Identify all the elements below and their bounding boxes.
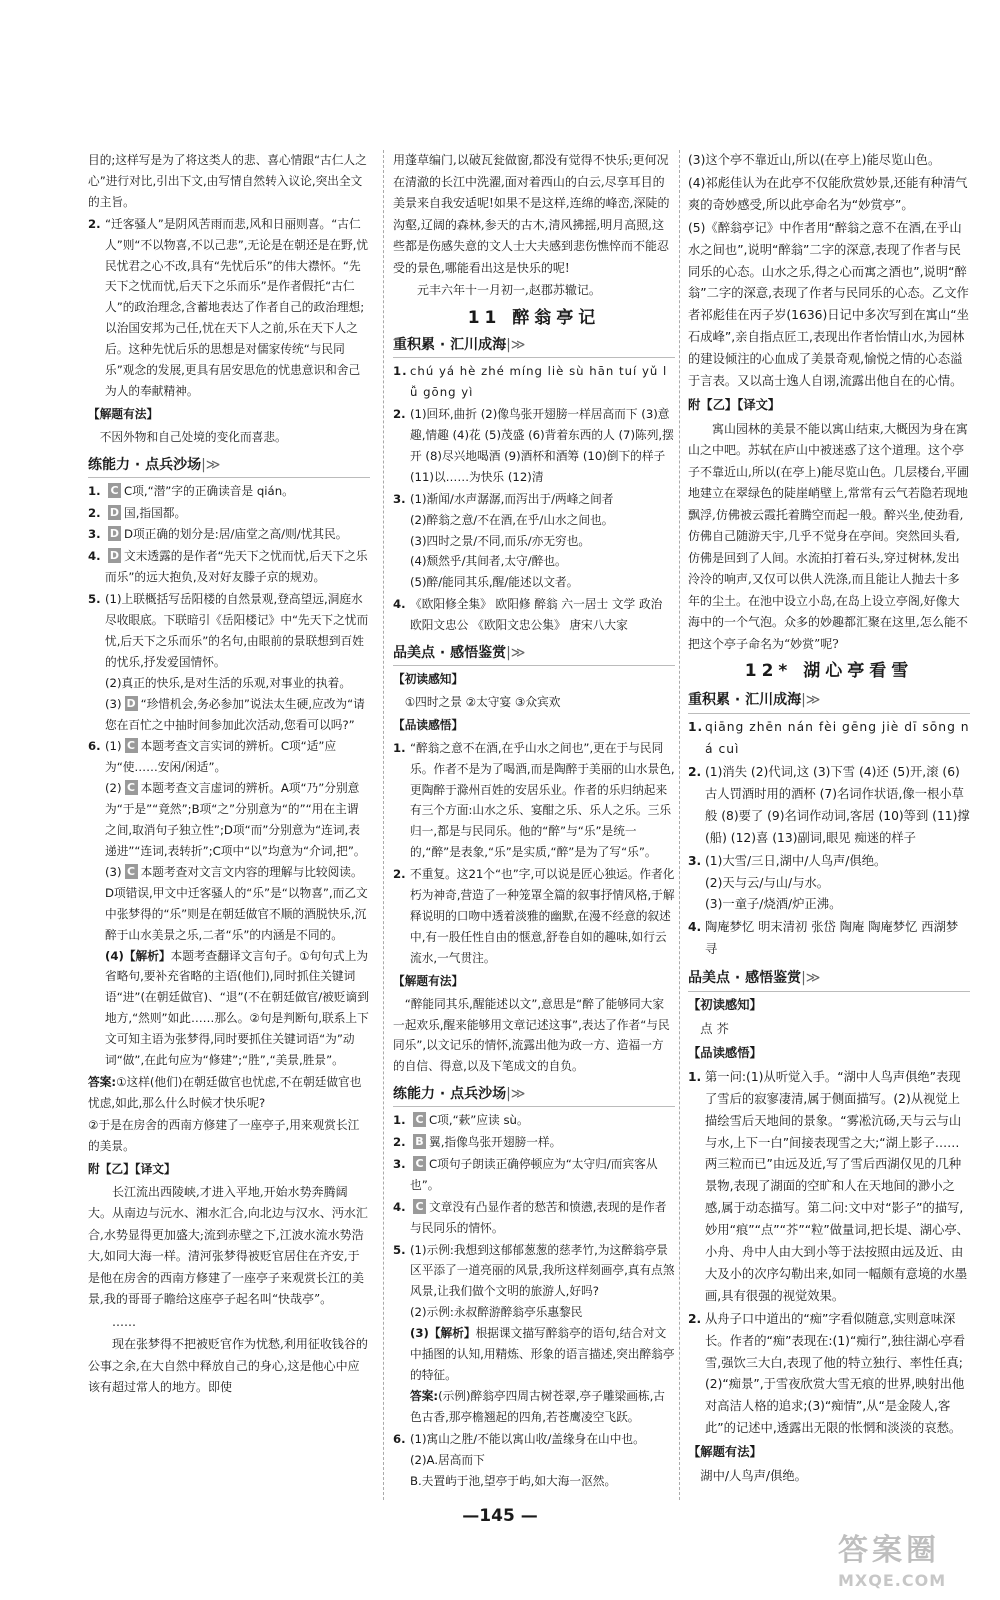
tip-text: 湖中/人鸟声/俱绝。 bbox=[700, 1469, 807, 1484]
translation-signature: 元丰六年十一月初一,赵郡苏辙记。 bbox=[417, 283, 601, 297]
answer-badge: C bbox=[413, 1156, 426, 1171]
column-middle bbox=[393, 150, 675, 1492]
tip-label: 【解题有法】 bbox=[88, 406, 159, 421]
chapter-title: 11 醉翁亭记 bbox=[467, 307, 601, 328]
answer-item: 1. 第一问:(1)从听觉入手。“湖中人鸟声俱绝”表现了雪后的寂寥凄清,属于侧面描写。(2)从视觉上描绘雪后天地间的景象。“雾凇沆砀,天与云与山与水,上下一白”间接表现雪之大;“湖上影子……两三粒而已”由远及近,写了雪后西湖仅见的几种景物,表现了湖面的空旷和人在天地间的渺小之感,属于动态描写。第二问:文中对“影子”的描写,妙用“痕”“点”“芥”“粒”做量词,把长堤、湖心亭、小舟、舟中人由大到小等于法按照由远及近、由大及小的次序勾勒出来,如同一幅颇有意境的水墨画,具有很强的视觉效果。 bbox=[688, 1069, 969, 1303]
reading-label: 【品读感悟】 bbox=[393, 717, 464, 732]
reading-label: 【品读感悟】 bbox=[688, 1045, 762, 1060]
tip-text: “醉能同其乐,醒能述以文”,意思是“醉了能够同大家一起欢乐,醒来能够用文章记述这事”,表达了作者“与民同乐”,以文记乐的情怀,流露出他为政一方、造福一方的自信、得意,以及下笔成文的自负。 bbox=[393, 996, 670, 1074]
answer-item: 2. 从舟子口中道出的“痴”字看似随意,实则意味深长。作者的“痴”表现在:(1)“痴行”,独往湖心亭看雪,强饮三大白,表现了他的特立独行、率性任真;(2)“痴景”,于雪夜欣赏大雪无痕的世界,映射出他对高洁人格的追求;(3)“痴情”,从“是金陵人,客此”的记述中,透露出无限的怅惘和淡淡的哀愁。 bbox=[688, 1311, 966, 1436]
translation-label: 附【乙】【译文】 bbox=[88, 1161, 176, 1176]
column-divider bbox=[383, 150, 384, 1500]
answer-item: 4. 《欧阳修全集》 欧阳修 醉翁 六一居士 文学 政治 欧阳文忠公 《欧阳文忠公集》 唐宋八大家 bbox=[393, 597, 663, 633]
answer-badge: C bbox=[125, 738, 138, 753]
page-number: —145 — bbox=[462, 1506, 538, 1526]
column-right bbox=[688, 150, 970, 1489]
translation-text: 现在张梦得不把被贬官作为忧愁,利用征收钱谷的公事之余,在大自然中释放自己的身心,这是他心中应该有超过常人的地方。即使 bbox=[88, 1337, 368, 1394]
section-header-practice: 练能力 · 点兵沙场|≫ bbox=[393, 1084, 675, 1107]
answer-text: ②于是在房舍的西南方修建了一座亭子,用来观赏长江的美景。 bbox=[88, 1117, 360, 1153]
watermark-url: MXQE.COM bbox=[838, 1571, 947, 1590]
answer-text: (5)《醉翁亭记》中作者用“醉翁之意不在酒,在乎山水之间也”,说明“醉翁”二字的深意,表现了作者与民同乐的心态。山水之乐,得之心而寓之酒也”,说明“醉翁”二字的深意,表现了作者与民同乐的心态。乙文作者祁彪佳在丙子岁(1636)日记中多次写到在寓山“坐石成峰”,亲自指点匠工,表现出作者怡情山水,为园林的建设倾注的心血成了美景奇观,愉悦之情的心态溢于言表。又以高士逸人自诩,流露出他自在的心情。 bbox=[688, 220, 969, 389]
pinyin-answer: 1. qiāng zhēn nán fèi gēng jiè dī sōng ná cuì bbox=[688, 720, 970, 757]
translation-text: 长江流出西陵峡,才进入平地,开始水势奔腾阔大。从南边与沅水、湘水汇合,向北边与汉水、沔水汇合,水势显得更加盛大;流到赤壁之下,江波水流水势浩大,如同大海一样。清河张梦得被贬官居住在齐安,于是他在房舍的西南方修建了一座亭子来观赏长江的美景,我的哥哥子瞻给这座亭子起名叫“快哉亭”。 bbox=[88, 1184, 368, 1306]
tip-text: 不因外物和自己处境的变化而喜悲。 bbox=[99, 429, 287, 444]
answer-item: 5. (1)示例:我想到这郁郁葱葱的慈孝竹,为这醉翁亭景区平添了一道亮丽的风景,我所这样刻画亭,真有点煞风景,让我们做个文明的旅游人,好吗? (2)示例:永叔醉游醉翁亭乐惠黎民 (3)【解析】根据课文描写醉翁亭的语句,结合对文中插图的认知,用精炼、形象的语言描述,突出醉翁亭的特征。 答案:(示例)醉翁亭四周古树苍翠,亭子雕梁画栋,古色古香,那亭檐翘起的四角,若苍鹰凌空飞跃。 bbox=[393, 1242, 675, 1424]
translation-label: 附【乙】【译文】 bbox=[688, 397, 781, 412]
answer-item: 3. C C项句子朗读正确停顿应为“太守归/而宾客从也”。 bbox=[393, 1156, 658, 1192]
answer-item: 4. C 文章没有凸显作者的愁苦和愤懑,表现的是作者与民同乐的情怀。 bbox=[393, 1199, 667, 1235]
answer-badge: D bbox=[126, 696, 136, 710]
answer-item: 1. “醉翁之意不在酒,在乎山水之间也”,更在于与民同乐。作者不是为了喝酒,而是陶醉于美丽的山水景色,更陶醉于滁州百姓的安居乐业。作者的乐归纳起来有三个方面:山水之乐、宴酣之乐、乐人之乐。三乐归一,都是与民同乐。他的“醉”与“乐”是统一的,“醉”是表象,“乐”是实质,“醉”是为了写“乐”。 bbox=[393, 740, 675, 860]
answer-badge: C bbox=[413, 1199, 426, 1214]
translation-text: 用蓬草编门,以破瓦瓮做窗,都没有觉得不快乐;更何况在清澈的长江中洗濯,面对着西山的白云,尽享耳目的美景来自我安适呢!如果不是这样,连绵的峰峦,深陡的沟壑,辽阔的森林,参天的古木,清风拂摇,明月高照,这些都是伤感失意的文人士大夫感到悲伤憔悴而不能忍受的景色,哪能看出这是快乐的呢! bbox=[393, 153, 670, 275]
chapter-title: 12* 湖心亭看雪 bbox=[744, 661, 914, 682]
answer-badge: C bbox=[108, 483, 121, 498]
first-read-label: 【初读感知】 bbox=[393, 672, 464, 686]
answer-item: 2. B 翼,指像鸟张开翅膀一样。 bbox=[393, 1135, 562, 1150]
answer-item: 3. D D项正确的划分是:居/庙堂之高/则/忧其民。 bbox=[88, 527, 348, 542]
question-2: 2. “迁客骚人”是阴风苦雨而悲,风和日丽则喜。“古仁人”则“不以物喜,不以己悲”,无论是在朝还是在野,忧民忧君之心不改,具有“先忧后乐”的伟大襟怀。“先天下之忧而忧,后天下之乐而乐”是作者假托“古仁人”的政治理念,含蓄地表达了作者自己的政治理想;以治国安邦为己任,忧在天下人之前,乐在天下人之后。这种先忧后乐的思想是对儒家传统“与民同乐”观念的发展,更具有居安思危的忧患意识和舍己为人的奉献精神。 bbox=[88, 216, 369, 398]
answer-item: 6. (1)寓山之胜/不能以寓山收/盖缘身在山中也。 (2)A.居高而下 B.夫置屿于池,望亭于屿,如大海一沤然。 bbox=[393, 1431, 645, 1488]
answer-item: 2. (1)回环,曲折 (2)像鸟张开翅膀一样居高而下 (3)意趣,情趣 (4)花 (5)茂盛 (6)背着东西的人 (7)陈列,摆开 (8)尽兴地喝酒 (9)酒杯和酒筹 (10)倒下的样子 (11)以……为快乐 (12)清 bbox=[393, 407, 674, 484]
answer-item: 1. C C项,“潜”字的正确读音是 qián。 bbox=[88, 483, 294, 498]
column-divider bbox=[679, 150, 680, 1500]
section-header-appreciate: 品美点 · 感悟鉴赏|≫ bbox=[393, 643, 675, 666]
watermark-logo-text: 答案圈 bbox=[838, 1533, 940, 1568]
ellipsis: …… bbox=[112, 1314, 136, 1329]
column-left bbox=[88, 150, 370, 1400]
first-read-text: ①四时之景 ②太守宴 ③众宾欢 bbox=[404, 694, 561, 709]
answer-text: (3)这个亭不靠近山,所以(在亭上)能尽览山色。 bbox=[688, 153, 941, 167]
answer-text: (4)祁彪佳认为在此亭不仅能欣赏妙景,还能有种清气爽的奇妙感受,所以此亭命名为“妙赏亭”。 bbox=[688, 175, 968, 212]
pinyin-answer: 1. chú yá hè zhé míng liè sù hān tuí yǔ lǚ gōng yì bbox=[393, 364, 668, 400]
answer-item: 1. C C项,“蔌”应读 sù。 bbox=[393, 1113, 529, 1128]
answer-item: 6. (1) C 本题考查文言实词的辨析。C项“适”应为“使……安闲/闲适”。 (2) C 本题考查文言虚词的辨析。A项“乃”分别意为“于是”“竟然”;B项“之”分别意为“的”“用在主谓之间,取消句子独立性”;D项“而”分别意为“连词,表递进”“连词,表转折”;C项中“以”均意为“介词,把”。 (3) C 本题考查对文言文内容的理解与比较阅读。D项错误,甲文中迁客骚人的“乐”是“以物喜”,而乙文中张梦得的“乐”则是在朝廷做官不顺的酒脱快乐,沉醉于山水美景之乐,二者“乐”的内涵是不同的。 (4)【解析】本题考查翻译文言句子。①句句式上为省略句,要补充省略的主语(他们),同时抓住关键词语“进”(在朝廷做官)、“退”(不在朝廷做官/被贬谪到地方,“然则”如此……那么。②句是判断句,联系上下文可知主语为张梦得,同时要抓住关键词语“为”动词“做”,在此句应为“修建”;“胜”,“美景,胜景”。 bbox=[88, 739, 369, 1068]
watermark-logo bbox=[838, 1525, 988, 1590]
section-header-practice: 练能力 · 点兵沙场|≫ bbox=[88, 455, 370, 478]
answer-text: 答案:①这样(他们)在朝廷做官也忧虑,不在朝廷做官也忧虑,如此,那么什么时候才快乐呢? bbox=[88, 1074, 362, 1110]
section-header-appreciate: 品美点 · 感悟鉴赏|≫ bbox=[688, 968, 970, 992]
translation-text: 寓山园林的美景不能以寓山结束,大概因为身在寓山之中吧。苏轼在庐山中被迷惑了这个道理。这个亭子不靠近山,所以(在亭上)能尽览山色。几层楼台,平圃地建立在翠绿色的陡崖峭壁上,常常有云气若隐若现地飘浮,仿佛被云霞托着腾空而起一般。醉兴坐,使劲看,仿佛自己随游天宇,几乎不觉身在亭间。突然回头看,仿佛是回到了人间。水流拍打着石头,穿过树林,发出泠泠的响声,又仅可以供人洗涤,而且能让人抛去十多年的尘土。在池中设立小岛,在岛上设立亭阁,好像大海中的一个气泡。众多的妙趣都汇聚在这里,怎么能不把这个亭子命名为“妙赏”呢? bbox=[688, 421, 969, 651]
paragraph: 目的;这样写是为了将这类人的悲、喜心情跟“古仁人之心”进行对比,引出下文,由写情自然转入议论,突出全文的主旨。 bbox=[88, 153, 367, 209]
answer-item: 4. 陶庵梦忆 明末清初 张岱 陶庵 陶庵梦忆 西湖梦寻 bbox=[688, 920, 959, 957]
answer-item: 5. (1)上联概括写岳阳楼的自然景观,登高望远,洞庭水尽收眼底。下联暗引《岳阳楼记》中“先天下之忧而忧,后天下之乐而乐”的名句,由眼前的景联想到百姓的忧乐,抒发爱国情怀。 (2)真正的快乐,是对生活的乐观,对事业的执着。 (3) D “珍惜机会,务必参加”说法太生硬,应改为“请您在百忙之中抽时间参加此次活动,您看可以吗?” bbox=[88, 592, 369, 732]
answer-item: 2. 不重复。这21个“也”字,可以说是匠心独运。作者化朽为神奇,营造了一种笼罩全篇的叙事抒情风格,于解释说明的口吻中透着淡雅的幽默,在漫不经意的叙述中,有一股任性自由的惬意,舒卷自如的趣味,如行云流水,一气贯注。 bbox=[393, 867, 675, 965]
tip-label: 【解题有法】 bbox=[688, 1445, 762, 1460]
answer-item: 3. (1)大雪/三日,湖中/人鸟声/俱绝。 (2)天与云/与山/与水。 (3)一童子/烧酒/炉正沸。 bbox=[688, 853, 887, 912]
section-header-accumulate: 重积累 · 汇川成海|≫ bbox=[688, 690, 970, 714]
answer-badge: D bbox=[109, 527, 120, 541]
answer-item: 2. D 国,指国都。 bbox=[88, 505, 187, 520]
answer-item: 3. (1)渐闻/水声潺潺,而泻出于/两峰之间者 (2)醉翁之意/不在酒,在乎/山水之间也。 (3)四时之景/不同,而乐/亦无穷也。 (4)颓然乎/其间者,太守/醉也。 (5)醉/能同其乐,醒/能述以文者。 bbox=[393, 491, 614, 590]
first-read-text: 点 芥 bbox=[700, 1021, 729, 1036]
answer-badge: B bbox=[413, 1134, 426, 1149]
answer-item: 2. (1)消失 (2)代词,这 (3)下雪 (4)还 (5)开,滚 (6)古人罚酒时用的酒杯 (7)名词作状语,像一根小草般 (8)要了 (9)名词作动词,客居 (10)等到 (11)撑(船) (12)喜 (13)副词,眼见 痴迷的样子 bbox=[688, 765, 970, 845]
answer-badge: C bbox=[125, 864, 138, 879]
section-header-accumulate: 重积累 · 汇川成海|≫ bbox=[393, 335, 675, 358]
answer-badge: C bbox=[125, 780, 138, 795]
answer-badge: D bbox=[109, 549, 120, 563]
tip-label: 【解题有法】 bbox=[393, 973, 464, 988]
answer-badge: C bbox=[413, 1112, 426, 1127]
answer-item: 4. D 文末透露的是作者“先天下之忧而忧,后天下之乐而乐”的远大抱负,及对好友滕子京的规劝。 bbox=[88, 549, 368, 585]
answer-badge: D bbox=[109, 505, 120, 519]
first-read-label: 【初读感知】 bbox=[688, 998, 762, 1013]
